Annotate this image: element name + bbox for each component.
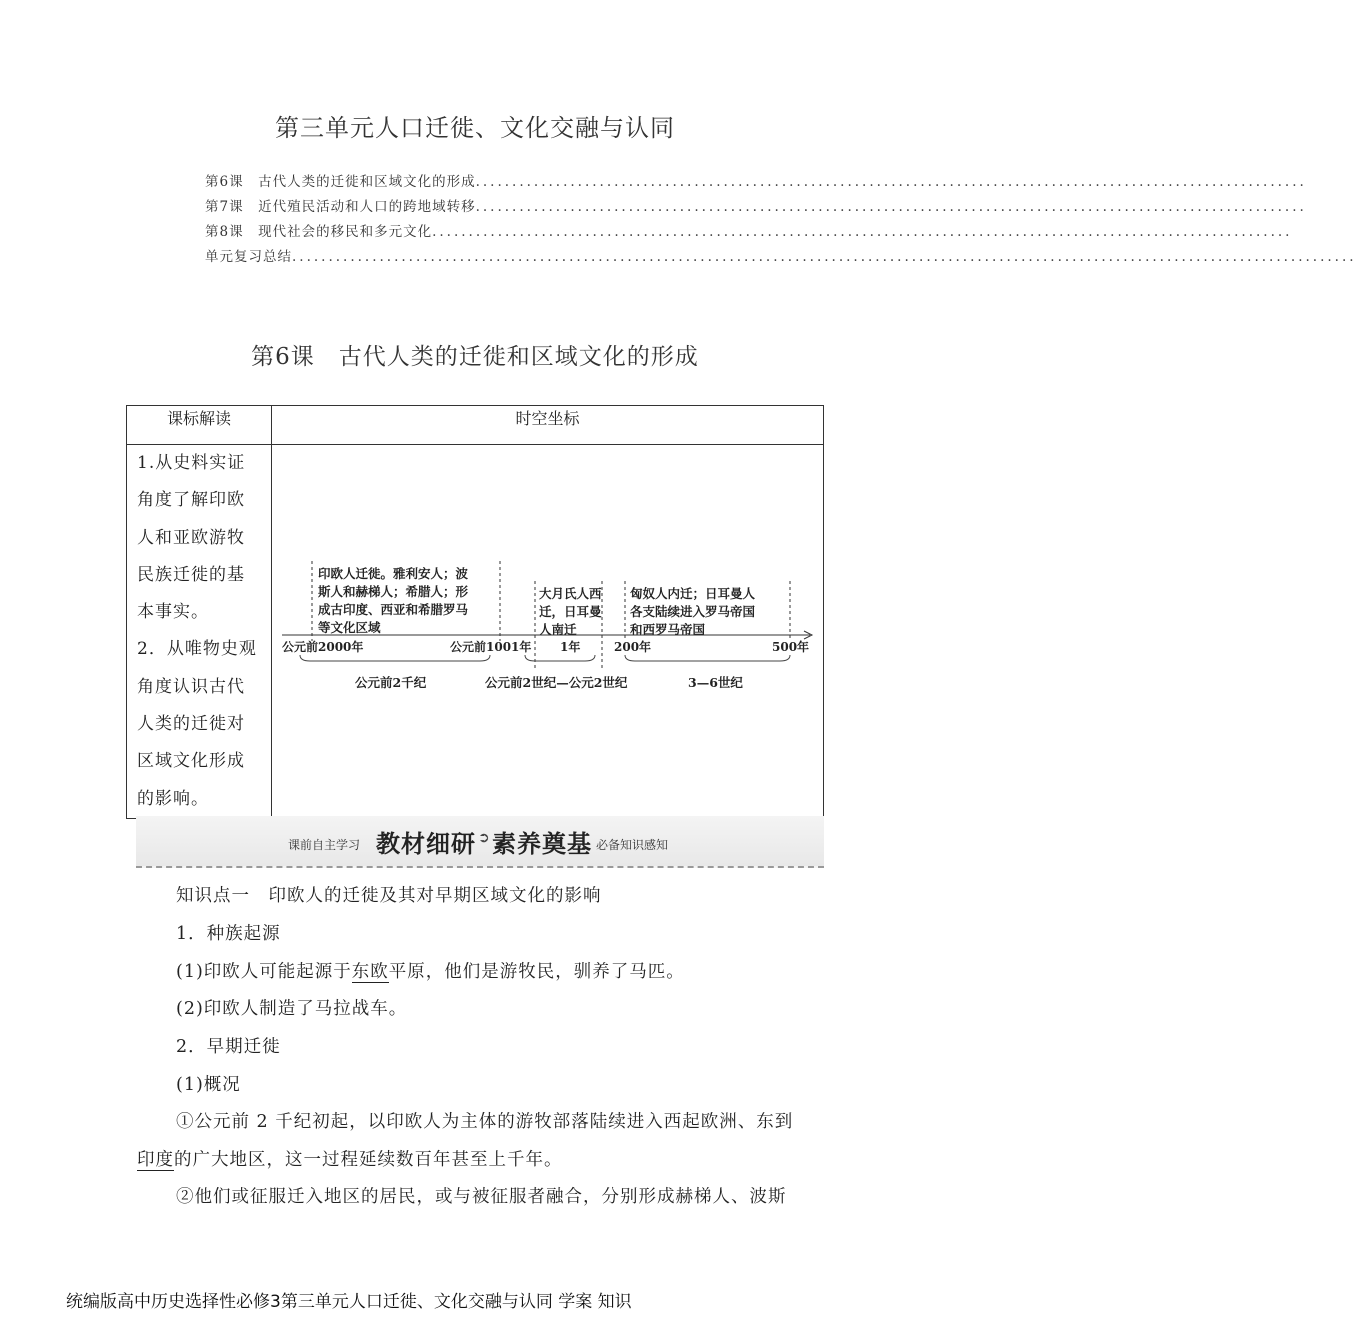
standards-line: 人类的迁徙对 — [137, 714, 245, 735]
brace-period-1 — [300, 655, 490, 661]
tick-label: 1年 — [560, 640, 581, 654]
toc-label: 单元复习总结 — [205, 249, 292, 265]
box3-line: 匈奴人内迁；日耳曼人 — [630, 586, 756, 601]
banner-arrow-icon: ➲ — [478, 830, 490, 846]
standards-line: 本事实。 — [137, 602, 209, 623]
box1-line: 成古印度、西亚和希腊罗马 — [318, 602, 469, 617]
text-run: 平原，他们是游牧民，驯养了马匹。 — [388, 962, 685, 982]
toc-leader: .................................................................................................................. — [475, 174, 1307, 190]
toc-leader: .................................................................................................................. — [475, 199, 1307, 215]
unit-title: 第三单元人口迁徙、文化交融与认同 — [275, 114, 675, 142]
banner-right-label: 必备知识感知 — [596, 838, 669, 852]
box3-line: 和西罗马帝国 — [630, 622, 706, 637]
footer-caption: 统编版高中历史选择性必修3第三单元人口迁徙、文化交融与认同 学案 知识 — [66, 1292, 632, 1312]
timeline-cell — [272, 445, 824, 819]
paragraph — [137, 1146, 563, 1171]
period-label: 公元前2千纪 — [355, 675, 427, 690]
paragraph: ①公元前 2 千纪初起，以印欧人为主体的游牧部落陆续进入西起欧洲、东到 — [176, 1112, 794, 1132]
section-heading: 2．早期迁徙 — [176, 1037, 281, 1057]
toc-leader: ...................................................................................................................... — [432, 224, 1293, 240]
standards-line: 2．从唯物史观 — [137, 639, 257, 660]
tick-label: 公元前1001年 — [450, 640, 532, 654]
section-banner — [136, 816, 824, 868]
box2-line: 大月氏人西 — [539, 586, 602, 601]
underlined-answer: 东欧 — [351, 962, 389, 982]
toc-label: 第8课 现代社会的移民和多元文化 — [205, 224, 433, 240]
tick-label: 公元前2000年 — [282, 640, 364, 654]
standards-table — [126, 405, 824, 819]
standards-line: 的影响。 — [137, 788, 209, 809]
underlined-answer: 印度 — [137, 1150, 174, 1170]
toc-item-lesson-6[interactable] — [205, 170, 1307, 190]
brace-period-3 — [625, 655, 790, 661]
standards-line: 角度了解印欧 — [137, 490, 245, 511]
banner-main-right: 素养奠基 — [492, 829, 592, 858]
box2-line: 人南迁 — [539, 622, 577, 637]
header-standards: 课标解读 — [127, 406, 272, 445]
box1-line: 等文化区域 — [318, 620, 381, 635]
tick-label: 200年 — [614, 640, 652, 654]
header-timeline: 时空坐标 — [272, 406, 824, 445]
period-label: 公元前2世纪—公元2世纪 — [485, 675, 628, 690]
banner-left-label: 课前自主学习 — [288, 838, 361, 852]
timeline-diagram — [280, 547, 814, 707]
section-heading: 1．种族起源 — [176, 924, 281, 944]
box1-line: 斯人和赫梯人；希腊人；形 — [318, 584, 469, 599]
paragraph: (1)概况 — [176, 1075, 241, 1095]
standards-line: 人和亚欧游牧 — [137, 527, 245, 548]
toc-item-lesson-8[interactable] — [205, 220, 1293, 240]
box2-line: 迁，日耳曼 — [539, 604, 602, 619]
standards-line: 1.从史料实证 — [137, 453, 246, 473]
toc-label: 第7课 近代殖民活动和人口的跨地域转移 — [205, 199, 476, 215]
period-label: 3—6世纪 — [688, 675, 743, 690]
knowledge-point-title: 知识点一 印欧人的迁徙及其对早期区域文化的影响 — [176, 886, 602, 906]
standards-text — [127, 445, 272, 819]
paragraph — [176, 958, 685, 983]
banner-main-left: 教材细研 — [376, 829, 476, 858]
paragraph: (2)印欧人制造了马拉战车。 — [176, 999, 408, 1019]
standards-line: 区域文化形成 — [137, 751, 245, 772]
tick-label: 500年 — [772, 640, 810, 654]
paragraph: ②他们或征服迁入地区的居民，或与被征服者融合，分别形成赫梯人、波斯 — [176, 1187, 787, 1207]
text-run: (1)印欧人可能起源于 — [176, 962, 352, 982]
toc-label: 第6课 古代人类的迁徙和区域文化的形成 — [205, 174, 476, 190]
standards-line: 民族迁徙的基 — [137, 564, 245, 585]
lesson-title: 第6课 古代人类的迁徙和区域文化的形成 — [251, 344, 699, 370]
box3-line: 各支陆续进入罗马帝国 — [630, 604, 756, 619]
toc-leader: .................................................................................................................................................. — [292, 249, 1357, 265]
toc-item-review[interactable] — [205, 245, 1357, 265]
text-run: 的广大地区，这一过程延续数百年甚至上千年。 — [174, 1150, 563, 1170]
standards-line: 角度认识古代 — [137, 676, 245, 697]
box1-line: 印欧人迁徙。雅利安人；波 — [318, 566, 469, 581]
toc-item-lesson-7[interactable] — [205, 195, 1307, 215]
